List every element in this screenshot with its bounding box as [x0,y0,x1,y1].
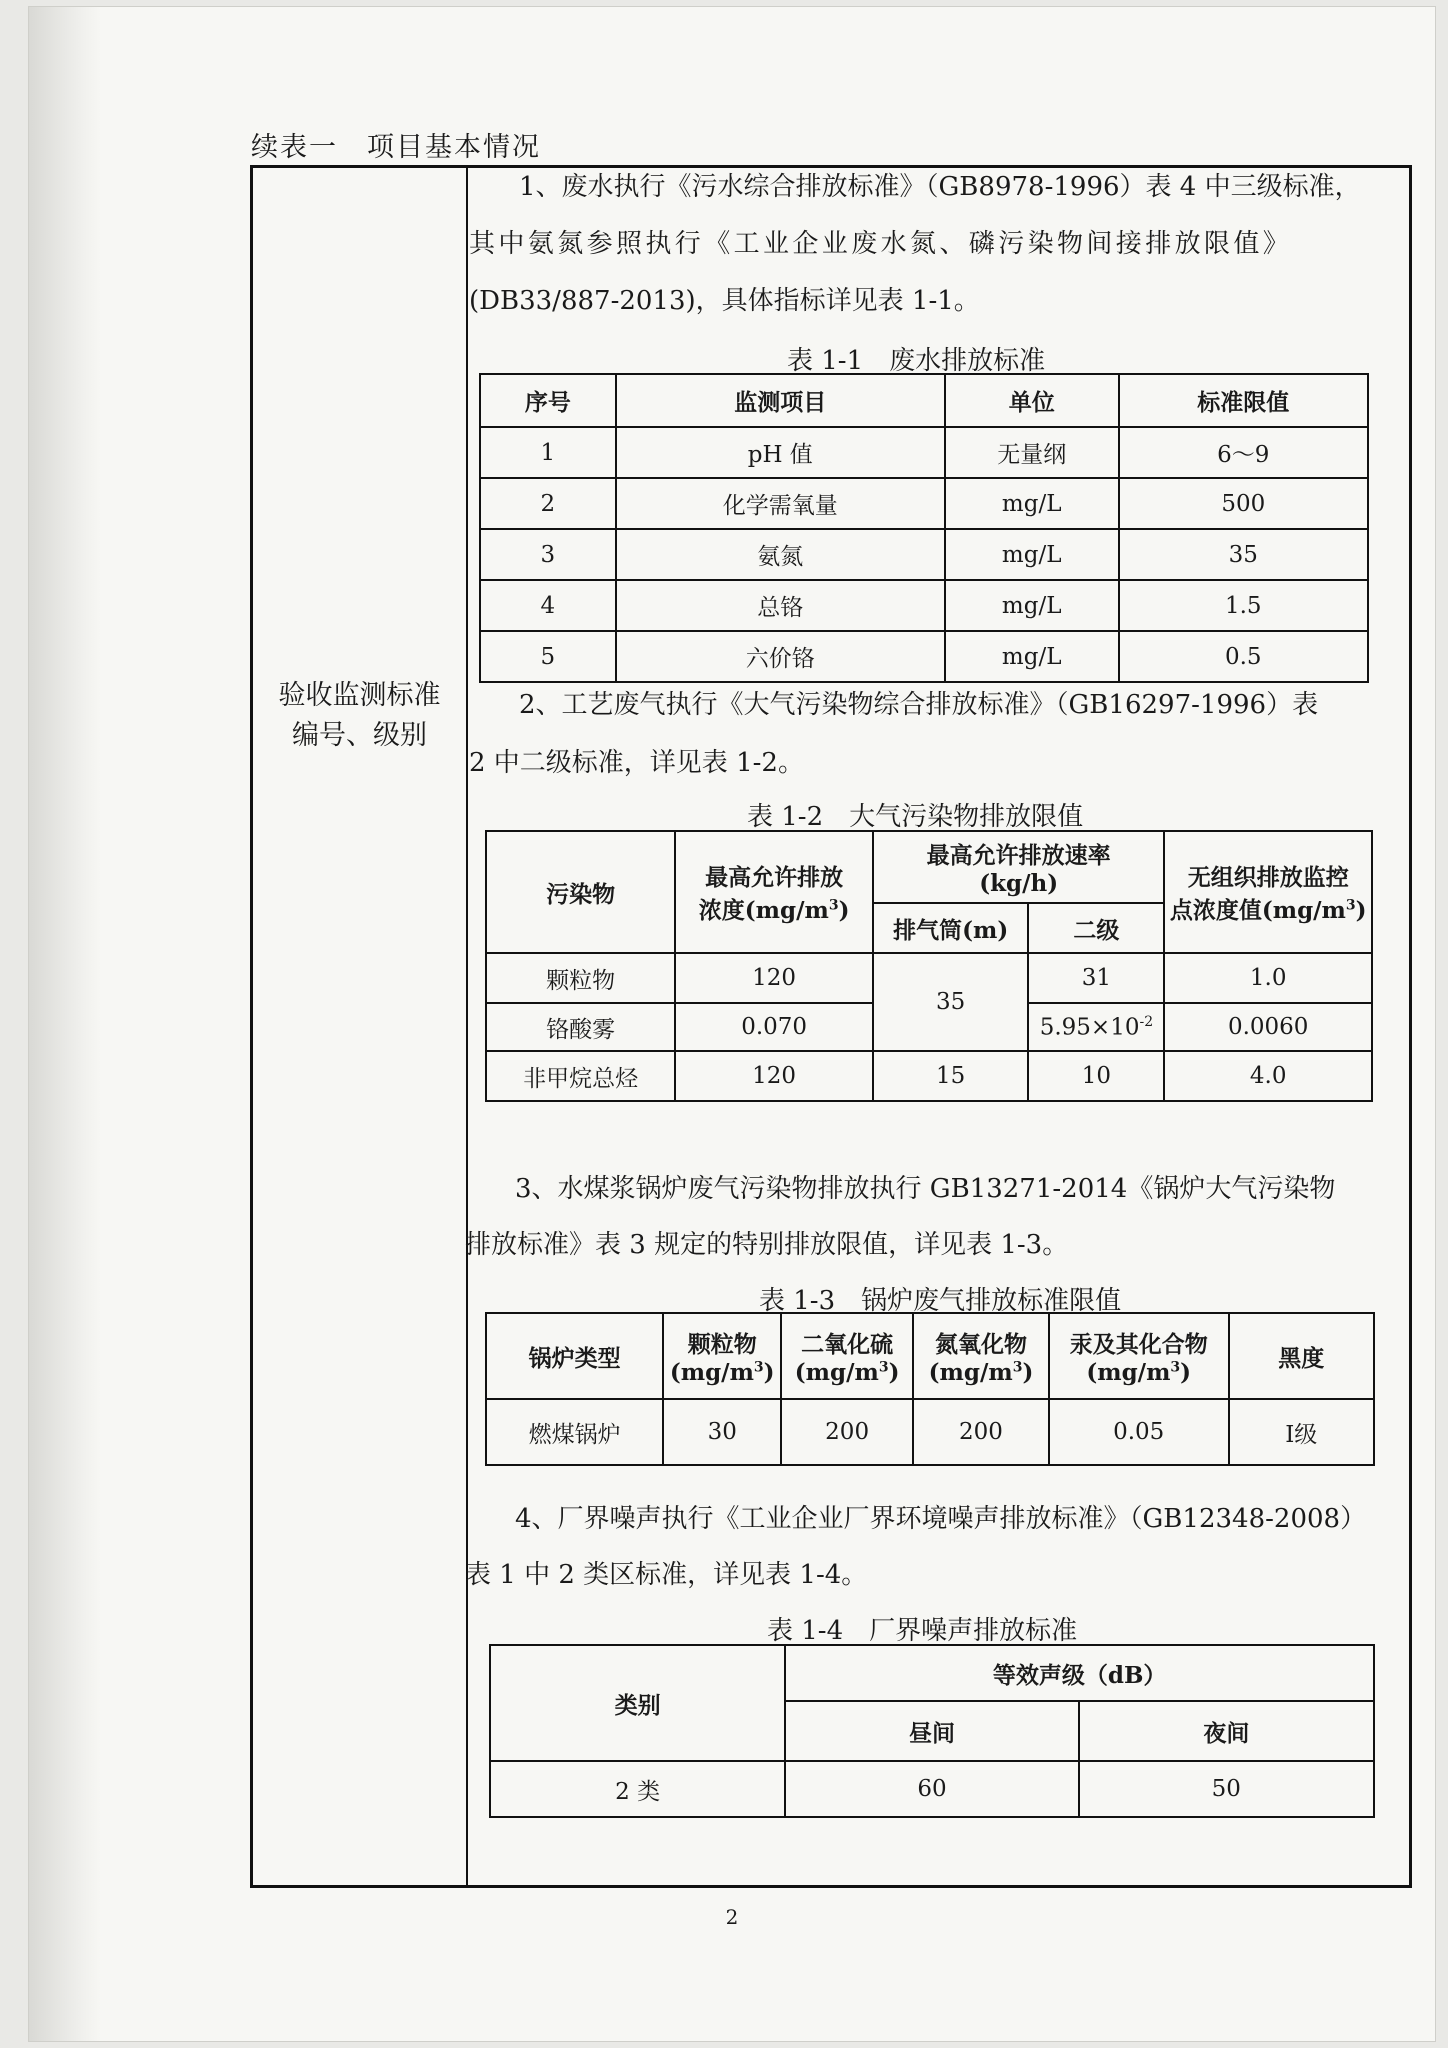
table4 [489,1644,1375,1818]
table-cell: 非甲烷总烃 [486,1051,675,1101]
table4-header-class: 类别 [490,1645,785,1761]
table-cell: 500 [1119,478,1368,529]
document-page [28,6,1436,2042]
superscript: 3 [753,1359,764,1376]
table-cell: mg/L [945,580,1119,631]
table2-header-pollutant: 污染物 [486,831,675,953]
table2-header-concentration [675,831,873,953]
table3-header-pm [663,1313,781,1399]
table2-header-fugitive [1164,831,1372,953]
table-cell: mg/L [945,478,1119,529]
table-row [480,427,1368,478]
table-cell: 1 [480,427,616,478]
table4-header-day: 昼间 [785,1701,1078,1761]
table-cell: 2 [480,478,616,529]
table3-header-blackness: 黑度 [1229,1313,1374,1399]
table-cell: 氨氮 [616,529,945,580]
table-cell: 0.5 [1119,631,1368,682]
table-cell: 燃煤锅炉 [486,1399,663,1465]
header-text: 氮氧化物 [934,1331,1027,1358]
table-cell: 120 [675,953,873,1003]
table1-header: 序号 [480,374,616,427]
table2-caption: 表 1-2 大气污染物排放限值 [747,802,1084,832]
table-cell: 50 [1079,1761,1374,1817]
superscript: 3 [1012,1359,1023,1376]
superscript: 3 [1170,1359,1181,1376]
header-unit: (mg/m [1086,1359,1171,1386]
table-cell: 4.0 [1164,1051,1372,1101]
table-cell: 6～9 [1119,427,1368,478]
para4-line2: 表 1 中 2 类区标准，详见表 1-4。 [465,1560,868,1590]
table3 [485,1312,1375,1466]
table-row [480,529,1368,580]
header-unit: ) [1022,1359,1034,1386]
table-cell: 无量纲 [945,427,1119,478]
header-text [664,1359,780,1386]
table-cell: 六价铬 [616,631,945,682]
value-base: 5.95×10 [1039,1014,1140,1041]
header-unit: ) [763,1359,775,1386]
table-cell: 1.5 [1119,580,1368,631]
table1-header: 单位 [945,374,1119,427]
table-cell: 铬酸雾 [486,1003,675,1051]
table2-header-stack: 排气筒(m) [873,903,1029,953]
header-text [1050,1359,1228,1386]
header-unit: ) [888,1359,900,1386]
header-unit: (mg/m [669,1359,754,1386]
header-unit: ) [1355,897,1367,924]
table-cell: 60 [785,1761,1078,1817]
table2-header-rate [873,831,1164,903]
table-cell: 5 [480,631,616,682]
table-cell: 200 [781,1399,913,1465]
table-cell: 1.0 [1164,953,1372,1003]
table-cell: mg/L [945,631,1119,682]
header-unit: 点浓度值(mg/m [1169,897,1346,924]
para2-line2: 2 中二级标准，详见表 1-2。 [469,748,804,778]
content-frame [250,165,1412,1888]
para3-line1: 3、水煤浆锅炉废气污染物排放执行 GB13271-2014《锅炉大气污染物 [515,1174,1336,1204]
binding-shadow [29,7,101,2041]
table4-header-level: 等效声级（dB） [785,1645,1374,1701]
table-cell: 0.0060 [1164,1003,1372,1051]
para3-line2: 排放标准》表 3 规定的特别排放限值，详见表 1-3。 [465,1230,1069,1260]
table-row [486,1399,1374,1465]
table1-header: 标准限值 [1119,374,1368,427]
table1-header-row [480,374,1368,427]
table-cell: 10 [1028,1051,1164,1101]
table-cell: 30 [663,1399,781,1465]
table-cell: pH 值 [616,427,945,478]
superscript: 3 [878,1359,889,1376]
table-cell: mg/L [945,529,1119,580]
table-cell: 4 [480,580,616,631]
table3-caption: 表 1-3 锅炉废气排放标准限值 [759,1286,1122,1316]
table-row [480,580,1368,631]
column-divider [466,168,468,1885]
table4-header-night: 夜间 [1079,1701,1374,1761]
superscript: -2 [1139,1013,1154,1030]
table-cell: 35 [1119,529,1368,580]
table-cell: 0.070 [675,1003,873,1051]
table-row [486,1051,1372,1101]
table4-caption: 表 1-4 厂界噪声排放标准 [767,1616,1078,1646]
header-text: 最高允许排放 [705,864,844,891]
header-text: 颗粒物 [687,1331,757,1358]
left-label [253,676,466,756]
header-unit: ) [1180,1359,1192,1386]
page-number: 2 [725,1905,739,1929]
table-row [486,953,1372,1003]
para1-line2: 其中氨氮参照执行《工业企业废水氮、磷污染物间接排放限值》 [469,229,1293,259]
table3-header-hg [1049,1313,1229,1399]
table-cell: 35 [873,953,1029,1051]
superscript: 3 [1345,897,1356,914]
header-text [676,892,872,925]
header-text [1165,892,1371,925]
table-cell: 3 [480,529,616,580]
table1-header: 监测项目 [616,374,945,427]
table-cell: 化学需氧量 [616,478,945,529]
table-row [480,478,1368,529]
header-unit: (mg/m [794,1359,879,1386]
table-cell: 31 [1028,953,1164,1003]
para4-line1: 4、厂界噪声执行《工业企业厂界环境噪声排放标准》（GB12348-2008） [515,1504,1367,1534]
header-unit: ) [838,897,850,924]
table-row [490,1761,1374,1817]
table-cell: 总铬 [616,580,945,631]
header-text: 最高允许排放速率 [926,842,1111,869]
header-text [914,1359,1048,1386]
table2 [485,830,1373,1102]
table3-header-type: 锅炉类型 [486,1313,663,1399]
para1-line1: 1、废水执行《污水综合排放标准》（GB8978-1996）表 4 中三级标准， [519,172,1361,202]
table-cell: 15 [873,1051,1029,1101]
left-label-line2: 编号、级别 [292,720,427,751]
header-unit: (mg/m [928,1359,1013,1386]
table3-header-so2 [781,1313,913,1399]
table-cell: 120 [675,1051,873,1101]
header-text: 二氧化硫 [801,1331,894,1358]
left-label-line1: 验收监测标准 [278,680,441,711]
table-cell: Ⅰ级 [1229,1399,1374,1465]
para2-line1: 2、工艺废气执行《大气污染物综合排放标准》（GB16297-1996）表 [519,690,1319,720]
superscript: 3 [828,897,839,914]
table1-caption: 表 1-1 废水排放标准 [787,346,1046,376]
table2-header-level: 二级 [1028,903,1164,953]
header-text [782,1359,912,1386]
table-cell: 0.05 [1049,1399,1229,1465]
table-cell [1028,1003,1164,1051]
table1 [479,373,1369,683]
table-cell: 2 类 [490,1761,785,1817]
table-cell: 200 [913,1399,1049,1465]
table-row [480,631,1368,682]
para1-line3: (DB33/887-2013)，具体指标详见表 1-1。 [469,286,980,316]
table-cell: 颗粒物 [486,953,675,1003]
header-text: 无组织排放监控 [1187,864,1349,891]
header-text: (kg/h) [979,870,1059,897]
section-heading: 续表一 项目基本情况 [251,132,541,163]
header-unit: 浓度(mg/m [698,897,829,924]
header-text: 汞及其化合物 [1069,1331,1208,1358]
table3-header-nox [913,1313,1049,1399]
